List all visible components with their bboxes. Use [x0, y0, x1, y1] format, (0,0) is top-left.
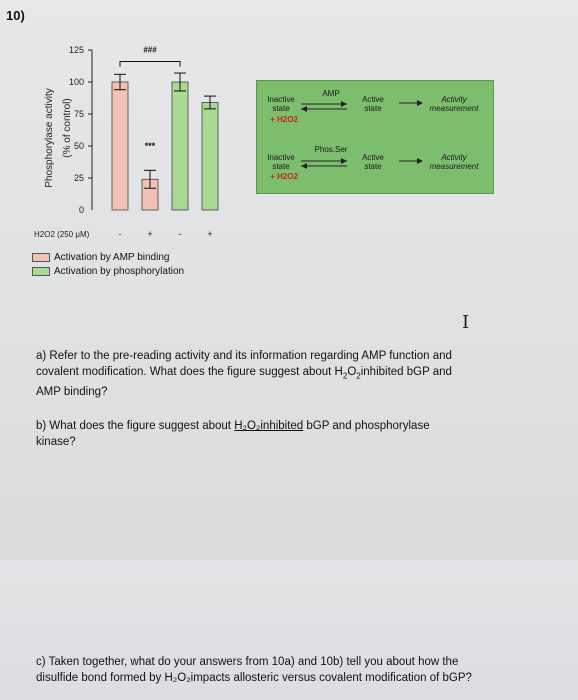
question-a-line1: a) Refer to the pre-reading activity and its information regarding AMP function and: [36, 350, 452, 362]
row2-activity: Activity measurement: [429, 153, 479, 171]
text-cursor-icon: I: [462, 312, 470, 333]
legend-label-amp: Activation by AMP binding: [54, 251, 170, 263]
legend-swatch-phos: [32, 267, 50, 276]
y-tick-label: 100: [68, 77, 84, 87]
activation-diagram: [256, 80, 494, 194]
question-number: 10): [6, 8, 25, 23]
question-c-line2: disulfide bond formed by H₂O₂impacts allosteric versus covalent modification of bGP?: [36, 672, 472, 684]
y-axis-label-units: (% of control): [62, 98, 73, 158]
x-category-label: -: [178, 229, 182, 239]
x-category-label: +: [147, 229, 153, 239]
question-a: [36, 348, 546, 400]
question-a-line2: covalent modification. What does the figure suggest about $H_2O_2inhibited$ bGP and: [36, 366, 452, 381]
legend-item-phos: [32, 264, 184, 278]
x-row-label: H2O2 (250 μM): [34, 230, 90, 239]
significance-marker: ***: [144, 141, 156, 151]
legend-swatch-amp: [32, 253, 50, 262]
y-tick-label: 25: [73, 173, 84, 183]
question-b-line2: kinase?: [36, 436, 76, 448]
row1-activity: Activity measurement: [429, 95, 479, 113]
y-axis-label: Phosphorylase activity: [44, 88, 55, 188]
row2-arrow-label: Phos.Ser: [314, 145, 348, 154]
row2-active: Active state: [362, 153, 384, 171]
question-c: [36, 654, 546, 686]
question-b: [36, 418, 546, 450]
bar: [172, 82, 188, 210]
row1-inactive: Inactive state: [267, 95, 295, 113]
phosphorylase-bar-chart: [30, 38, 250, 243]
row2-treatment: + H2O2: [270, 172, 298, 181]
bar: [112, 82, 128, 210]
row2-inactive: Inactive state: [267, 153, 295, 171]
bar: [202, 102, 218, 210]
question-c-line1: c) Taken together, what do your answers from 10a) and 10b) tell you about how the: [36, 656, 459, 668]
row1-treatment: + H2O2: [270, 115, 298, 124]
question-b-line1: b) What does the figure suggest about H₂O₂inhibited bGP and phosphorylase: [36, 420, 430, 432]
x-category-label: -: [118, 229, 122, 239]
y-tick-label: 0: [78, 205, 84, 215]
y-tick-label: 125: [68, 45, 84, 55]
x-category-label: +: [207, 229, 213, 239]
row1-active: Active state: [362, 95, 384, 113]
legend-label-phos: Activation by phosphorylation: [54, 265, 185, 277]
row1-arrow-label: AMP: [322, 89, 340, 98]
comparison-bracket: [120, 62, 180, 67]
y-tick-label: 50: [73, 141, 84, 151]
comparison-marker: ###: [143, 45, 157, 55]
y-tick-label: 75: [73, 109, 84, 119]
question-a-line3: AMP binding?: [36, 386, 108, 399]
legend-item-amp: [32, 250, 184, 264]
chart-legend: [32, 250, 184, 278]
